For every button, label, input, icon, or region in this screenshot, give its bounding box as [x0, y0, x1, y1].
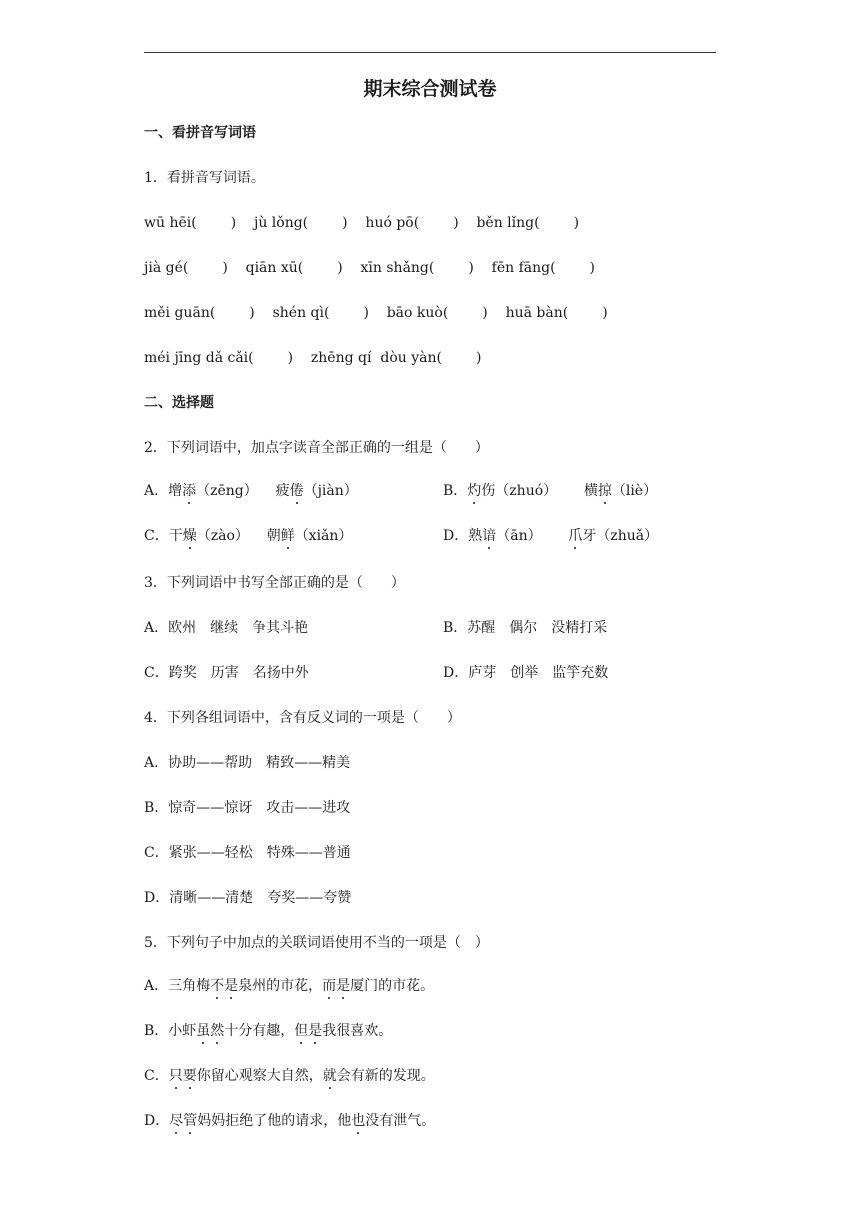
q5-option-d: D．尽管妈妈拒绝了他的请求，他也没有泄气。	[144, 1113, 436, 1129]
dotted-connective: 就	[322, 1068, 337, 1084]
dotted-connective: 但是	[294, 1023, 323, 1039]
pinyin-row-1: wū hēi( ) jù lǒng( ) huó pō( ) běn lǐng( )	[144, 215, 580, 231]
pinyin-word: méi jīng dǎ cǎi(	[144, 350, 254, 366]
pinyin-word: jià gé(	[144, 260, 189, 276]
pinyin-row-3: měi guān( ) shén qì( ) bāo kuò( ) huā bàn( )	[144, 305, 608, 321]
q2-option-b: B．灼伤（zhuó） 横掠（liè）	[443, 483, 658, 499]
q3-option-a: A．欧州 继续 争其斗艳	[144, 620, 309, 636]
pinyin-word: shén qì(	[272, 305, 330, 321]
pinyin-word: jù lǒng(	[253, 215, 309, 231]
pinyin-row-4: méi jīng dǎ cǎi( ) zhēng qí dòu yàn( )	[144, 350, 482, 366]
pinyin-word: běn lǐng(	[476, 215, 540, 231]
pinyin-word: huó pō(	[365, 215, 420, 231]
dotted-connective: 也	[351, 1113, 366, 1129]
q3-option-b: B．苏醒 偶尔 没精打采	[443, 620, 608, 636]
q5-option-a: A．三角梅不是泉州的市花，而是厦门的市花。	[144, 978, 435, 994]
page-title: 期末综合测试卷	[363, 78, 497, 100]
q3-stem: 3．下列词语中书写全部正确的是（ ）	[144, 575, 405, 591]
q4-option-a: A．协助——帮助 精致——精美	[144, 755, 351, 771]
pinyin-word: fēn fāng(	[491, 260, 556, 276]
dotted-connective: 而是	[322, 978, 351, 994]
pinyin-word: wū hēi(	[144, 215, 197, 231]
q2-stem: 2．下列词语中，加点字读音全部正确的一组是（ ）	[144, 440, 489, 456]
q2-option-d: D．熟谙（ān） 爪牙（zhuǎ）	[443, 528, 659, 544]
q2-option-a: A．增添（zēng） 疲倦（jiàn）	[144, 483, 358, 499]
q4-option-d: D．清晰——清楚 夸奖——夸赞	[144, 890, 352, 906]
pinyin-word: bāo kuò(	[386, 305, 449, 321]
pinyin-word: zhēng qí dòu yàn(	[310, 350, 442, 366]
header-rule	[144, 52, 716, 53]
pinyin-word: huā bàn(	[505, 305, 569, 321]
pinyin-word: xīn shǎng(	[360, 260, 435, 276]
q3-option-c: C．跨奖 历害 名扬中外	[144, 665, 309, 681]
dotted-connective: 虽然	[196, 1023, 225, 1039]
q4-stem: 4．下列各组词语中，含有反义词的一项是（ ）	[144, 710, 461, 726]
pinyin-row-2: jià gé( ) qiān xū( ) xīn shǎng( ) fēn fāng( )	[144, 260, 596, 276]
dotted-connective: 只要	[168, 1068, 197, 1084]
section1-heading: 一、看拼音写词语	[144, 125, 256, 141]
q5-option-c: C．只要你留心观察大自然，就会有新的发现。	[144, 1068, 435, 1084]
q3-option-d: D．庐芽 创举 监竽充数	[443, 665, 609, 681]
q5-option-b: B．小虾虽然十分有趣，但是我很喜欢。	[144, 1023, 393, 1039]
q2-option-c: C．干燥（zào） 朝鲜（xiǎn）	[144, 528, 353, 544]
dotted-connective: 不是	[210, 978, 239, 994]
pinyin-word: měi guān(	[144, 305, 216, 321]
q1-stem: 1．看拼音写词语。	[144, 170, 265, 186]
section2-heading: 二、选择题	[144, 395, 214, 411]
q4-option-b: B．惊奇——惊讶 攻击——进攻	[144, 800, 351, 816]
pinyin-word: qiān xū(	[245, 260, 304, 276]
dotted-connective: 尽管	[169, 1113, 198, 1129]
q4-option-c: C．紧张——轻松 特殊——普通	[144, 845, 351, 861]
q5-stem: 5．下列句子中加点的关联词语使用不当的一项是（ ）	[144, 935, 489, 951]
